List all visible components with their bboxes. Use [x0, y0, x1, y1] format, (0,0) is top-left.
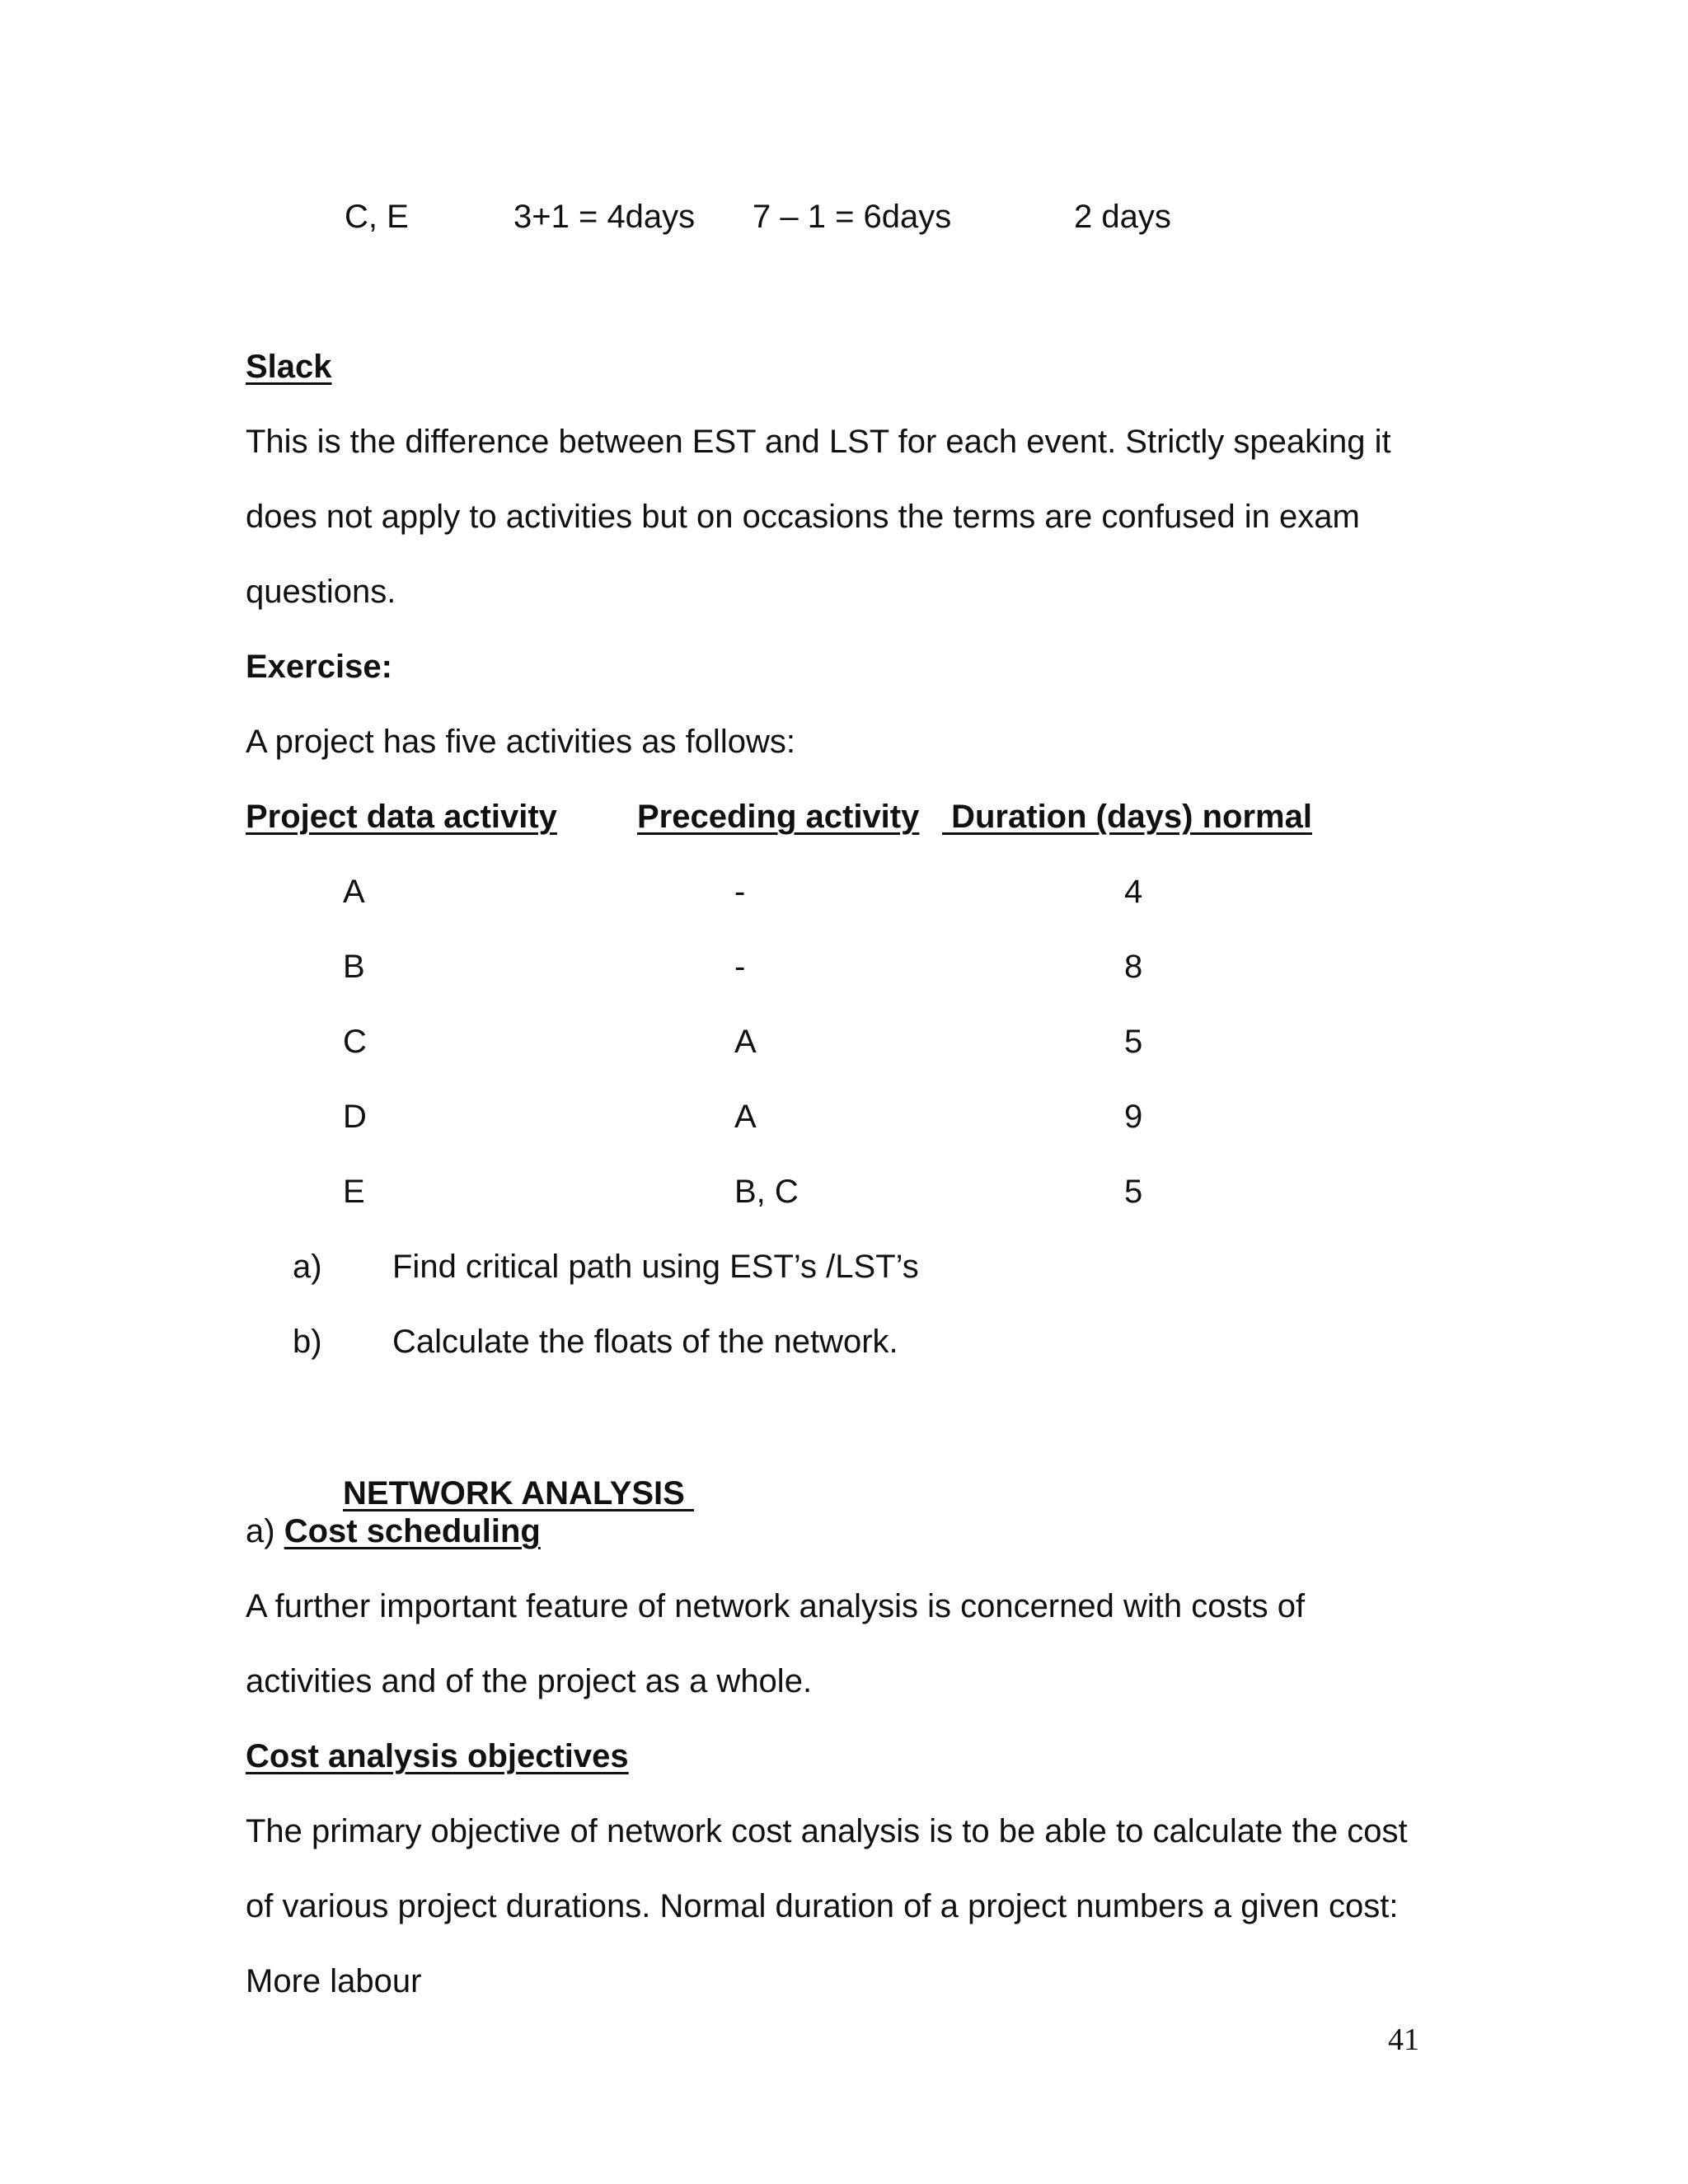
cost-scheduling-heading [246, 1515, 541, 1548]
table-cell-preceding: - [734, 874, 746, 910]
table-cell-activity: E [343, 1174, 365, 1210]
network-analysis-title: NETWORK ANALYSIS [343, 1475, 694, 1511]
table-cell-duration: 5 [1124, 1024, 1143, 1060]
slack-line-3: questions. [246, 574, 396, 610]
table-cell-activity: D [343, 1099, 367, 1135]
exercise-heading: Exercise: [246, 649, 392, 685]
slack-line-1: This is the difference between EST and LST for each event. Strictly speaking it [246, 424, 1391, 460]
table-cell-activity: B [343, 949, 365, 985]
table-cell-preceding: A [734, 1099, 757, 1135]
question-marker-b: b) [293, 1324, 322, 1360]
exercise-intro: A project has five activities as follows: [246, 724, 795, 760]
cost-scheduling-prefix: a) [246, 1513, 284, 1549]
table-cell-duration: 8 [1124, 949, 1143, 985]
question-text-b: Calculate the floats of the network. [392, 1324, 898, 1360]
table-cell-preceding: B, C [734, 1174, 799, 1210]
table-header-activity: Project data activity [246, 799, 557, 835]
network-line-1: A further important feature of network analysis is concerned with costs of [246, 1588, 1306, 1624]
question-marker-a: a) [293, 1249, 322, 1285]
table-cell-activity: A [343, 874, 365, 910]
cost-objectives-line-1: The primary objective of network cost analysis is to be able to calculate the cost [246, 1813, 1408, 1849]
top-row-float: 2 days [1074, 199, 1171, 235]
table-cell-duration: 9 [1124, 1099, 1143, 1135]
table-header-duration: Duration (days) normal [942, 799, 1312, 835]
top-row-est: 3+1 = 4days [513, 199, 696, 235]
network-line-2: activities and of the project as a whole. [246, 1663, 813, 1699]
cost-objectives-line-2: of various project durations. Normal duration of a project numbers a given cost: [246, 1888, 1399, 1924]
top-row-lst: 7 – 1 = 6days [753, 199, 952, 235]
question-text-a: Find critical path using EST’s /LST’s [392, 1249, 919, 1285]
table-cell-duration: 4 [1124, 874, 1143, 910]
slack-heading: Slack [246, 349, 332, 385]
top-row-activities: C, E [345, 199, 409, 235]
cost-scheduling-title: Cost scheduling [284, 1513, 541, 1549]
table-cell-duration: 5 [1124, 1174, 1143, 1210]
table-cell-preceding: A [734, 1024, 757, 1060]
table-header-preceding: Preceding activity [637, 799, 920, 835]
slack-line-2: does not apply to activities but on occasions the terms are confused in exam [246, 499, 1360, 535]
table-cell-preceding: - [734, 949, 746, 985]
cost-objectives-line-3: More labour [246, 1963, 422, 1999]
cost-objectives-heading: Cost analysis objectives [246, 1738, 629, 1774]
page-number: 41 [1388, 2022, 1419, 2057]
table-cell-activity: C [343, 1024, 367, 1060]
